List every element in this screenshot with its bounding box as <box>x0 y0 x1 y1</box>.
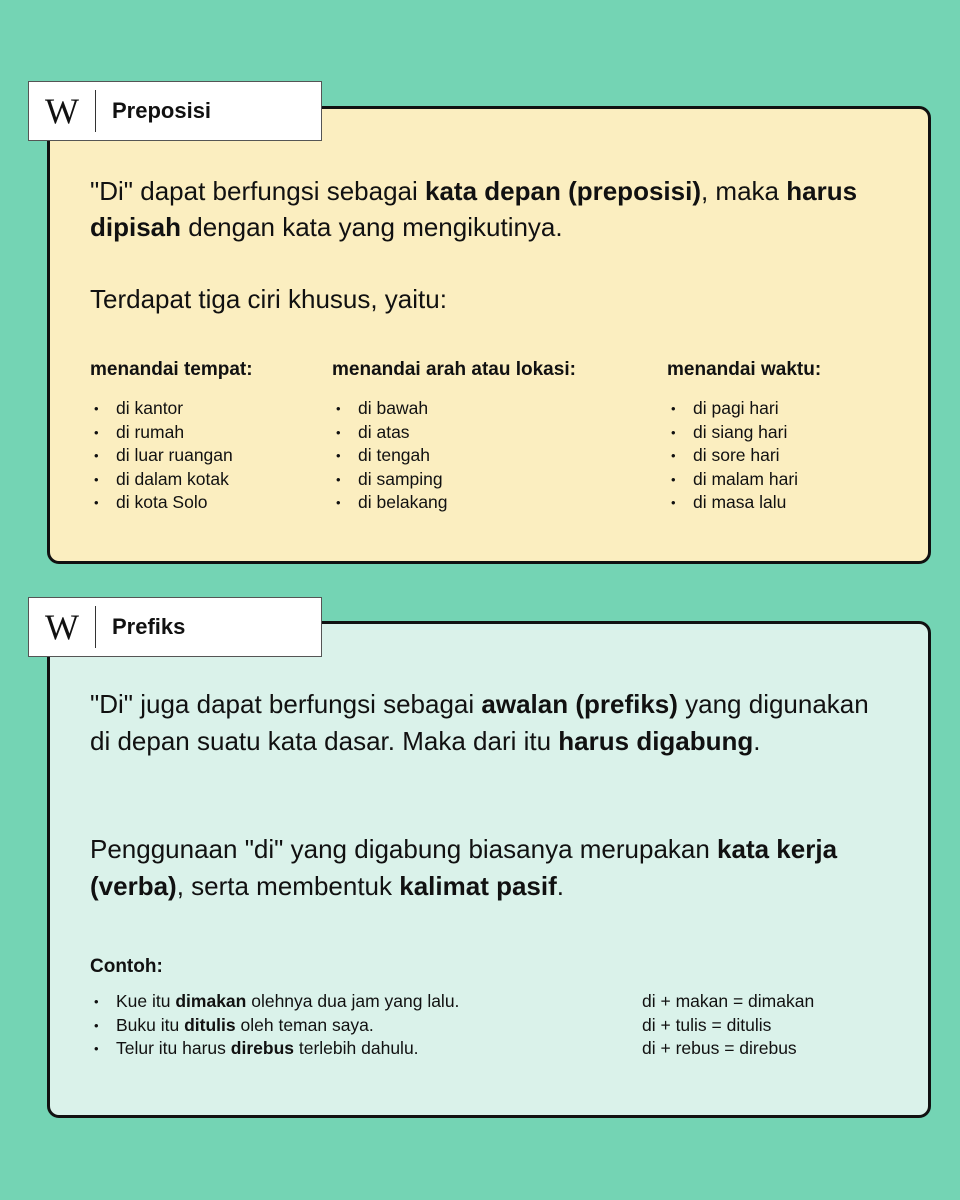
tab-divider <box>95 606 96 648</box>
list-item: • di malam hari <box>667 468 798 492</box>
prefiks-usage: Penggunaan "di" yang digabung biasanya merupakan kata kerja (verba), serta membentuk kalimat pasif. <box>90 834 838 901</box>
list-item: • di pagi hari <box>667 397 798 421</box>
list-tempat <box>90 397 233 515</box>
prefiks-tab <box>28 597 322 657</box>
list-item: • di rumah <box>90 421 233 445</box>
list-arah <box>332 397 448 515</box>
example-list <box>90 990 459 1061</box>
list-item: • di bawah <box>332 397 448 421</box>
preposisi-title: Preposisi <box>112 98 212 123</box>
prefiks-intro: "Di" juga dapat berfungsi sebagai awalan (prefiks) yang digunakan di depan suatu kata dasar. Maka dari itu harus digabung. <box>90 689 869 756</box>
formula-item: di + rebus = direbus <box>642 1038 797 1059</box>
example-item: • Telur itu harus direbus terlebih dahulu. <box>90 1037 459 1061</box>
column-heading-tempat: menandai tempat: <box>90 359 253 380</box>
tab-divider <box>95 90 96 132</box>
list-item: • di kantor <box>90 397 233 421</box>
list-item: • di masa lalu <box>667 491 798 515</box>
example-heading: Contoh: <box>90 956 163 977</box>
wikipedia-logo-icon: W <box>45 607 79 647</box>
preposisi-intro: "Di" dapat berfungsi sebagai kata depan (preposisi), maka harus dipisah dengan kata yang mengikutinya. <box>90 176 858 242</box>
list-item: • di samping <box>332 468 448 492</box>
list-item: • di belakang <box>332 491 448 515</box>
list-item: • di luar ruangan <box>90 444 233 468</box>
formula-list <box>642 990 814 1061</box>
preposisi-tab <box>28 81 322 141</box>
list-waktu <box>667 397 798 515</box>
preposisi-card <box>47 106 931 564</box>
example-item: • Buku itu ditulis oleh teman saya. <box>90 1014 459 1038</box>
list-item: • di tengah <box>332 444 448 468</box>
formula-item: di + makan = dimakan <box>642 991 815 1011</box>
list-item: • di sore hari <box>667 444 798 468</box>
list-item: • di atas <box>332 421 448 445</box>
column-heading-arah: menandai arah atau lokasi: <box>332 359 576 380</box>
prefiks-title: Prefiks <box>112 614 186 639</box>
list-item: • di kota Solo <box>90 491 233 515</box>
preposisi-subtitle: Terdapat tiga ciri khusus, yaitu: <box>90 284 447 314</box>
example-item: • Kue itu dimakan olehnya dua jam yang lalu. <box>90 990 459 1014</box>
column-heading-waktu: menandai waktu: <box>667 359 822 380</box>
list-item: • di dalam kotak <box>90 468 233 492</box>
formula-item: di + tulis = ditulis <box>642 1014 772 1035</box>
wikipedia-logo-icon: W <box>45 91 79 131</box>
prefiks-card <box>47 621 931 1118</box>
list-item: • di siang hari <box>667 421 798 445</box>
